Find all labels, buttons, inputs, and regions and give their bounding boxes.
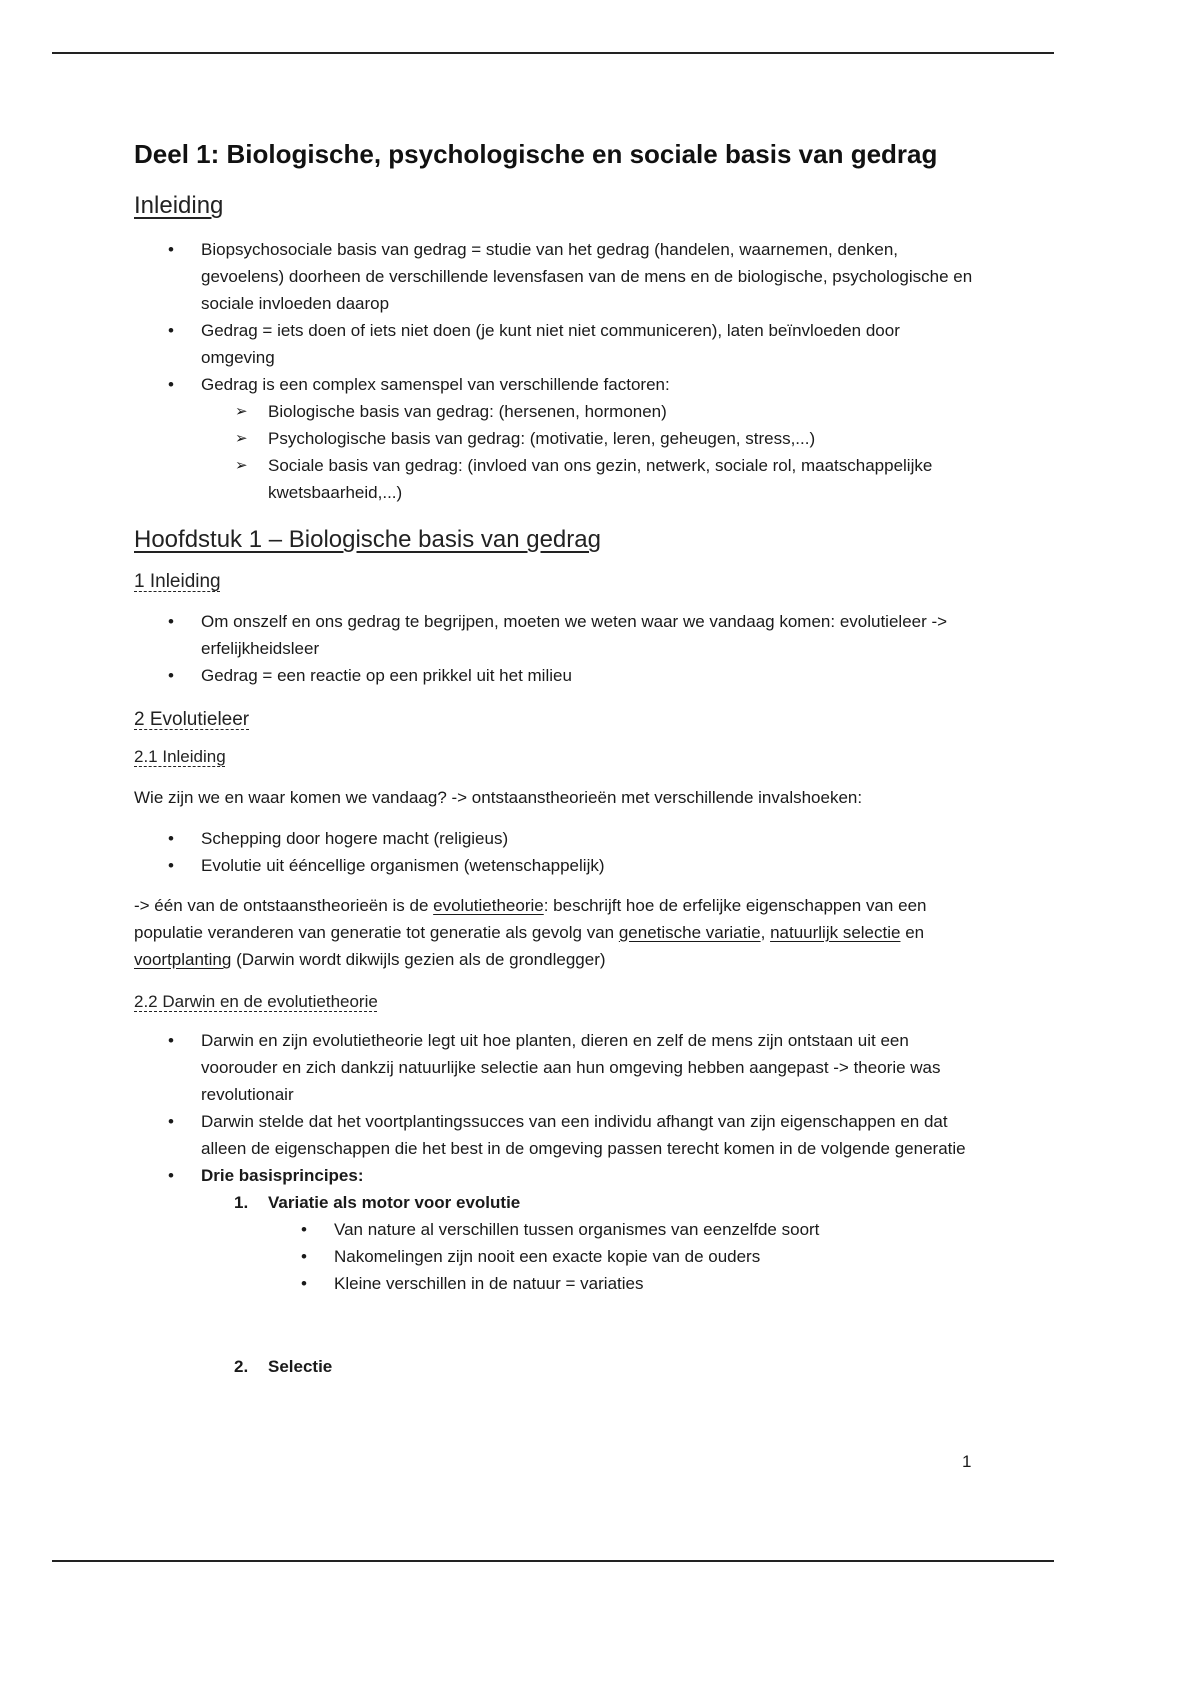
principle-item xyxy=(134,1189,974,1216)
bullet-icon: • xyxy=(168,1112,174,1131)
list-item xyxy=(134,608,974,662)
question-paragraph: Wie zijn we en waar komen we vandaag? -> ontstaanstheorieën met verschillende invalshoeken: xyxy=(134,788,863,807)
term-genetische-variatie: genetische variatie xyxy=(618,923,761,942)
bullet-icon: • xyxy=(168,829,174,848)
principle-title: Variatie als motor voor evolutie xyxy=(268,1193,521,1212)
bullet-icon: • xyxy=(168,321,174,340)
bullet-icon: • xyxy=(301,1274,307,1293)
principles-list-continued xyxy=(134,1353,974,1380)
chapter-intro-bullet-list xyxy=(134,608,974,689)
variation-list xyxy=(134,1216,974,1297)
list-item-text: Evolutie uit ééncellige organismen (wetenschappelijk) xyxy=(201,856,605,875)
bullet-icon: • xyxy=(168,375,174,394)
theory-bullet-list xyxy=(134,825,974,879)
list-item xyxy=(134,1243,974,1270)
term-evolutietheorie: evolutietheorie xyxy=(433,896,544,915)
term-voortplanting: voortplanting xyxy=(134,950,232,969)
list-item-text: Om onszelf en ons gedrag te begrijpen, moeten we weten waar we vandaag komen: evolutieleer -> erfelijkheidsleer xyxy=(201,612,948,658)
paragraph-text: : beschrijft hoe de erfelijke eigenschappen van een populatie veranderen van generatie tot generatie als gevolg van xyxy=(134,896,927,942)
list-item xyxy=(201,425,974,452)
bullet-icon: • xyxy=(168,666,174,685)
list-item-text: Sociale basis van gedrag: (invloed van ons gezin, netwerk, sociale rol, maatschappelijke kwetsbaarheid,...) xyxy=(268,456,933,502)
list-item-text: Schepping door hogere macht (religieus) xyxy=(201,829,509,848)
term-natuurlijk-selectie: natuurlijk selectie xyxy=(770,923,901,942)
list-item xyxy=(134,662,974,689)
principle-title: Selectie xyxy=(268,1357,333,1376)
list-item-text: Darwin stelde dat het voortplantingssucces van een individu afhangt van zijn eigenschappen en dat alleen de eigenschappen die het best in de omgeving passen terecht komen in de volgende generatie xyxy=(201,1112,966,1158)
subsection-heading-1-inleiding: 1 Inleiding xyxy=(134,571,221,592)
bullet-icon: • xyxy=(301,1247,307,1266)
page-number: 1 xyxy=(962,1452,972,1471)
header-rule xyxy=(52,52,1054,54)
section-heading-inleiding: Inleiding xyxy=(134,192,224,219)
list-item-text: Nakomelingen zijn nooit een exacte kopie van de ouders xyxy=(334,1247,761,1266)
list-item-text: Biologische basis van gedrag: (hersenen, hormonen) xyxy=(268,402,667,421)
bullet-icon: • xyxy=(168,612,174,631)
principles-label: Drie basisprincipes: xyxy=(201,1166,364,1185)
list-item-text: Gedrag = een reactie op een prikkel uit het milieu xyxy=(201,666,572,685)
subsection-heading-2-1-inleiding: 2.1 Inleiding xyxy=(134,747,226,766)
list-item xyxy=(134,317,974,371)
list-item xyxy=(134,1216,974,1243)
arrow-bullet-icon: ➢ xyxy=(235,430,248,447)
list-item xyxy=(134,371,974,506)
factor-list xyxy=(201,398,974,506)
bullet-icon: • xyxy=(168,1031,174,1050)
list-item xyxy=(201,452,974,506)
arrow-bullet-icon: ➢ xyxy=(235,403,248,420)
list-item-text: Kleine verschillen in de natuur = variaties xyxy=(334,1274,644,1293)
bullet-icon: • xyxy=(168,240,174,259)
list-item xyxy=(134,1270,974,1297)
list-item-text: Gedrag = iets doen of iets niet doen (je kunt niet niet communiceren), laten beïnvloeden door omgeving xyxy=(201,321,900,367)
bullet-icon: • xyxy=(301,1220,307,1239)
footer-rule xyxy=(52,1560,1054,1562)
paragraph-text: (Darwin wordt dikwijls gezien als de grondlegger) xyxy=(231,950,606,969)
darwin-bullet-list xyxy=(134,1027,974,1189)
list-item-text: Van nature al verschillen tussen organismes van eenzelfde soort xyxy=(334,1220,820,1239)
principle-item xyxy=(134,1353,974,1380)
list-item-text: Biopsychosociale basis van gedrag = studie van het gedrag (handelen, waarnemen, denken, gevoelens) doorheen de verschillende levensfasen van de mens en de biologische, psychologische en sociale invloeden daarop xyxy=(201,240,973,313)
list-item xyxy=(134,852,974,879)
arrow-bullet-icon: ➢ xyxy=(235,457,248,474)
list-item xyxy=(134,1162,974,1189)
document-title: Deel 1: Biologische, psychologische en sociale basis van gedrag xyxy=(134,139,938,169)
principles-list xyxy=(134,1189,974,1216)
intro-bullet-list xyxy=(134,236,974,506)
chapter-heading: Hoofdstuk 1 – Biologische basis van gedrag xyxy=(134,526,601,553)
evolution-theory-paragraph xyxy=(134,892,974,973)
list-item xyxy=(134,825,974,852)
list-item-text: Darwin en zijn evolutietheorie legt uit hoe planten, dieren en zelf de mens zijn ontstaan uit een voorouder en zich dankzij natuurlijke selectie aan hun omgeving hebben aangepast -> theorie was revolutionair xyxy=(201,1031,941,1104)
list-item-text: Psychologische basis van gedrag: (motivatie, leren, geheugen, stress,...) xyxy=(268,429,816,448)
list-item xyxy=(201,398,974,425)
document-body xyxy=(134,132,974,1380)
list-item xyxy=(134,236,974,317)
bullet-icon: • xyxy=(168,1166,174,1185)
principle-number: 2. xyxy=(234,1357,249,1376)
paragraph-text: en xyxy=(900,923,925,942)
list-item xyxy=(134,1108,974,1162)
subsection-heading-2-2-darwin: 2.2 Darwin en de evolutietheorie xyxy=(134,992,378,1011)
list-item-text: Gedrag is een complex samenspel van verschillende factoren: xyxy=(201,375,670,394)
paragraph-text: -> één van de ontstaanstheorieën is de xyxy=(134,896,434,915)
bullet-icon: • xyxy=(168,856,174,875)
subsection-heading-2-evolutieleer: 2 Evolutieleer xyxy=(134,709,250,730)
list-item xyxy=(134,1027,974,1108)
paragraph-text: , xyxy=(760,923,771,942)
principle-number: 1. xyxy=(234,1193,249,1212)
